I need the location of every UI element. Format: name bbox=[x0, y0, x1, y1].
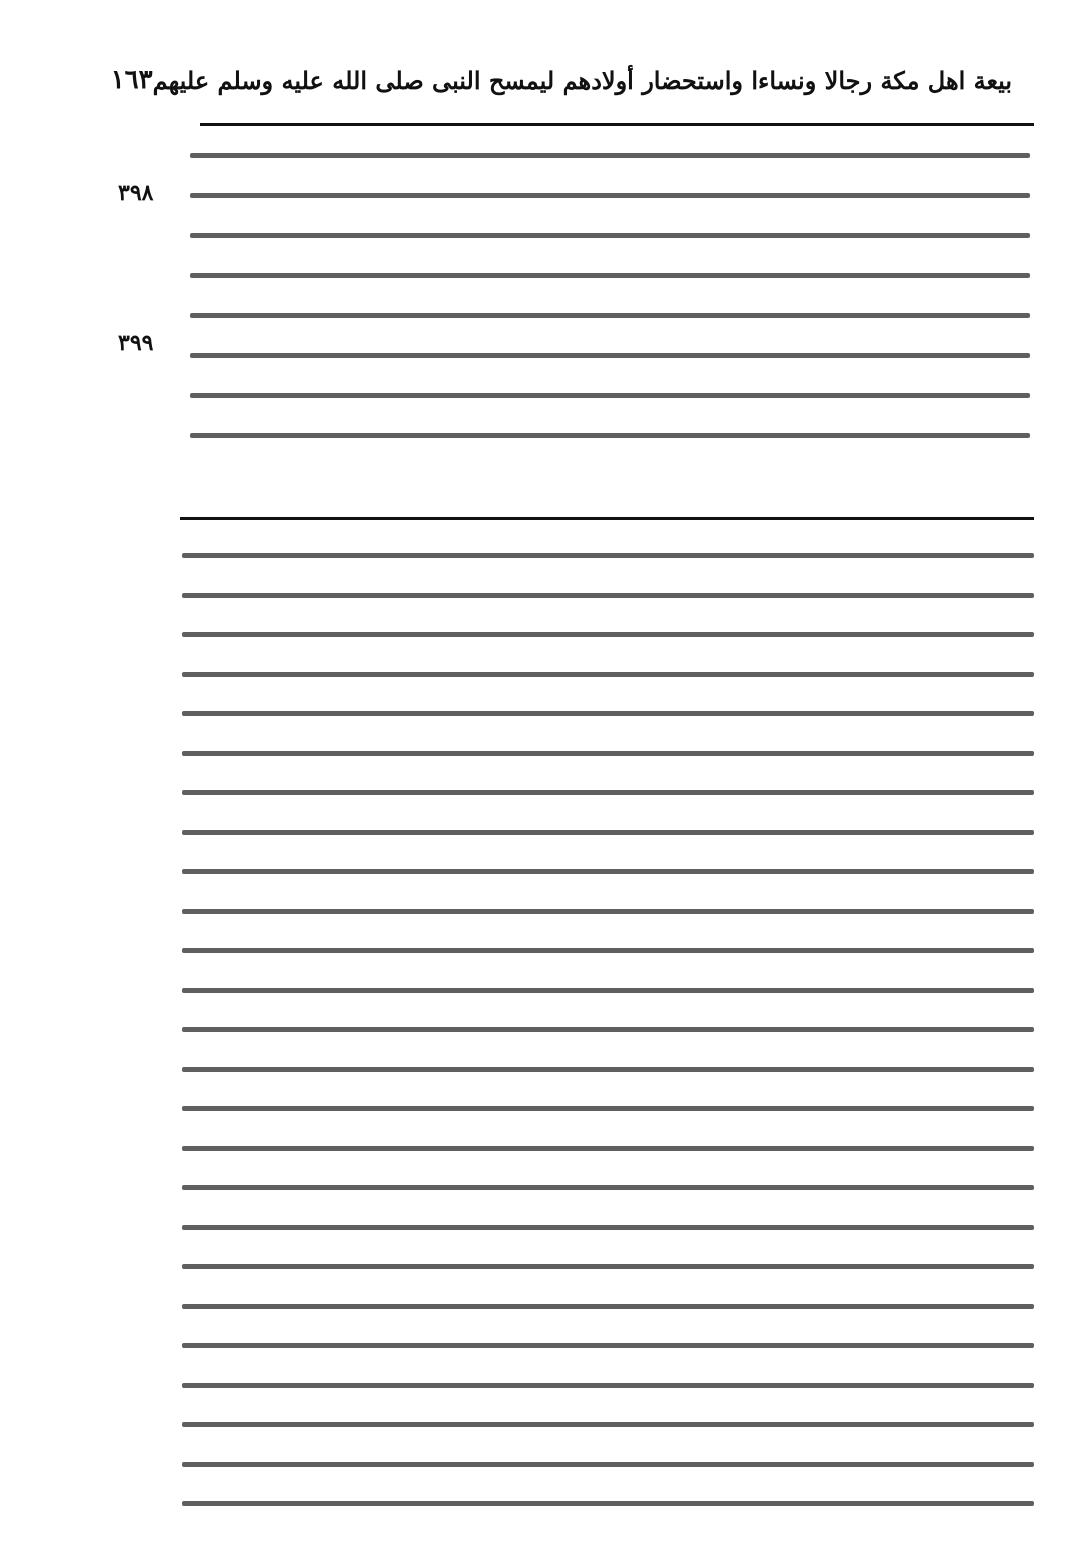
footnote-text-line bbox=[182, 553, 1034, 558]
main-text-lines bbox=[190, 153, 1030, 473]
main-text-line bbox=[190, 233, 1030, 238]
footnote-text-line bbox=[182, 711, 1034, 716]
main-text-line bbox=[190, 353, 1030, 358]
footnote-text-line bbox=[182, 632, 1034, 637]
footnote-text-line bbox=[182, 751, 1034, 756]
page-number: ١٦٣ bbox=[110, 65, 153, 95]
footnote-text-line bbox=[182, 1146, 1034, 1151]
footnote-text-line bbox=[182, 948, 1034, 953]
footnote-text-line bbox=[182, 790, 1034, 795]
footnote-text-line bbox=[182, 1501, 1034, 1506]
footnote-text-lines bbox=[182, 553, 1034, 1541]
footnote-text-line bbox=[182, 909, 1034, 914]
footnote-text-line bbox=[182, 1422, 1034, 1427]
footnote-text-line bbox=[182, 1343, 1034, 1348]
footnote-text-line bbox=[182, 830, 1034, 835]
footnote-text-line bbox=[182, 988, 1034, 993]
hadith-number-399: ٣٩٩ bbox=[118, 330, 154, 356]
main-text-line bbox=[190, 393, 1030, 398]
footnote-separator bbox=[180, 517, 1034, 520]
main-text-line bbox=[190, 273, 1030, 278]
main-text-line bbox=[190, 193, 1030, 198]
footnote-text-line bbox=[182, 1304, 1034, 1309]
footnote-text-line bbox=[182, 1106, 1034, 1111]
footnote-text-line bbox=[182, 1027, 1034, 1032]
running-header-title: بيعة اهل مكة رجالا ونساءا واستحضار أولادهم ليمسح النبى صلى الله عليه وسلم عليهم bbox=[152, 65, 1012, 95]
header-rule bbox=[200, 123, 1034, 126]
footnote-text-line bbox=[182, 1264, 1034, 1269]
main-text-line bbox=[190, 153, 1030, 158]
hadith-number-398: ٣٩٨ bbox=[118, 180, 154, 206]
footnote-text-line bbox=[182, 593, 1034, 598]
running-header bbox=[110, 55, 1012, 105]
footnote-text-line bbox=[182, 1462, 1034, 1467]
footnote-text-line bbox=[182, 1185, 1034, 1190]
footnote-text-line bbox=[182, 672, 1034, 677]
main-text-line bbox=[190, 433, 1030, 438]
footnote-text-line bbox=[182, 869, 1034, 874]
main-text-line bbox=[190, 313, 1030, 318]
footnote-text-line bbox=[182, 1067, 1034, 1072]
footnote-text-line bbox=[182, 1383, 1034, 1388]
footnote-text-line bbox=[182, 1225, 1034, 1230]
